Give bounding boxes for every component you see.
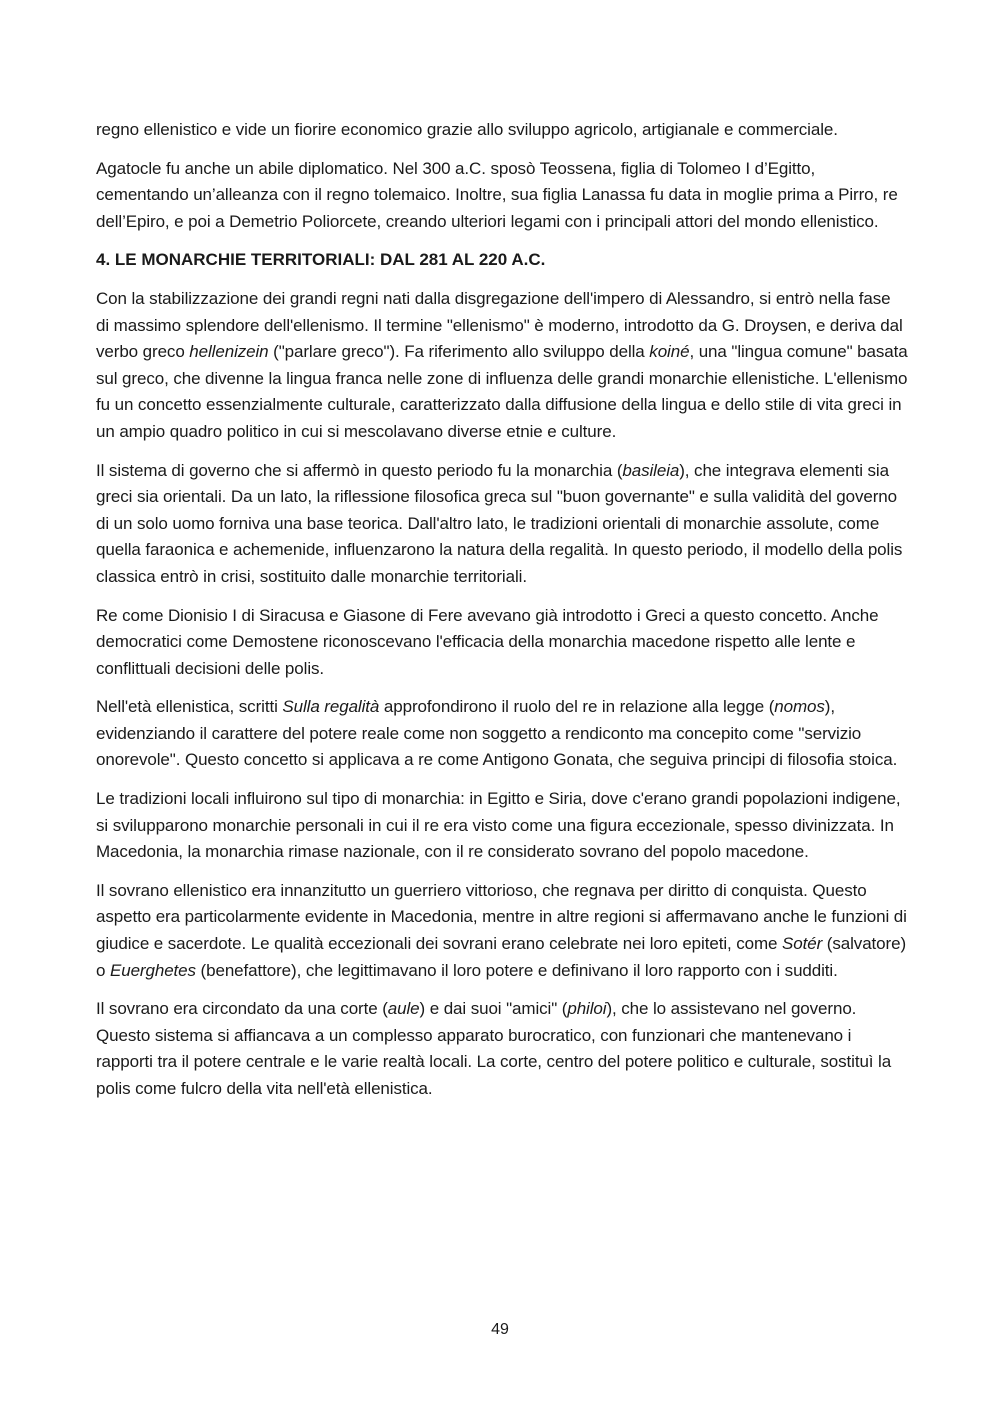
body-paragraph <box>96 286 908 446</box>
text-run: , una "lingua comune" basata sul greco, che divenne la lingua franca nelle zone di influenza delle grandi monarchie ellenistiche. L'ellenismo fu un concetto essenzialmente culturale, caratterizzato dalla diffusione della lingua e dello stile di vita greci in un ampio quadro politico in cui si mescolavano diverse etnie e culture. <box>96 342 908 441</box>
text-run: (benefattore), che legittimavano il loro potere e definivano il loro rapporto con i sudditi. <box>195 960 838 980</box>
text-run: Agatocle fu anche un abile diplomatico. Nel 300 a.C. sposò Teossena, figlia di Tolomeo I d’Egitto, cementando un’alleanza con il regno tolemaico. Inoltre, sua figlia Lanassa fu data in moglie prima a Pirro, re dell’Epiro, e poi a Demetrio Poliorcete, creando ulteriori legami con i principali attori del mondo ellenistico. <box>96 158 898 231</box>
text-run: Il sistema di governo che si affermò in questo periodo fu la monarchia ( <box>96 460 623 480</box>
text-run: ("parlare greco"). Fa riferimento allo sviluppo della <box>268 342 650 362</box>
text-run: Con la stabilizzazione dei grandi regni nati dalla disgregazione dell'impero di Alessandro, si entrò nella fase di massimo splendore dell'ellenismo. Il termine "ellenismo" è moderno, introdotto da G. Droysen, e deriva dal verbo greco <box>96 288 903 362</box>
text-run: Le tradizioni locali influirono sul tipo di monarchia: in Egitto e Siria, dove c'erano grandi popolazioni indigene, si svilupparono monarchie personali in cui il re era visto come una figura eccezionale, spesso divinizzata. In Macedonia, la monarchia rimase nazionale, con il re considerato sovrano del popolo macedone. <box>96 789 901 862</box>
text-run: Il sovrano ellenistico era innanzitutto un guerriero vittorioso, che regnava per diritto di conquista. Questo aspetto era particolarmente evidente in Macedonia, mentre in altre regioni si affermavano anche le funzioni di giudice e sacerdote. Le qualità eccezionali dei sovrani erano celebrate nei loro epiteti, come <box>96 880 907 954</box>
text-run: Re come Dionisio I di Siracusa e Giasone di Fere avevano già introdotto i Greci a questo concetto. Anche democratici come Demostene riconoscevano l'efficacia della monarchia macedone rispetto alle lente e conflittuali decisioni delle polis. <box>96 605 879 678</box>
text-run: Nell'età ellenistica, scritti <box>96 697 283 717</box>
text-run: (salvatore) o <box>96 934 907 980</box>
body-paragraph <box>96 117 908 144</box>
body-paragraph <box>96 786 908 866</box>
italic-term: Sulla regalità <box>282 697 380 717</box>
text-run: Il sovrano era circondato da una corte ( <box>96 999 388 1019</box>
body-paragraph <box>96 694 908 774</box>
document-page <box>96 117 908 1115</box>
italic-term: philoi <box>567 999 607 1019</box>
text-run: 4. LE MONARCHIE TERRITORIALI: DAL 281 AL 220 A.C. <box>96 250 546 270</box>
italic-term: koiné <box>649 342 690 362</box>
body-paragraph <box>96 996 908 1102</box>
text-run: approfondirono il ruolo del re in relazione alla legge ( <box>379 697 775 717</box>
body-paragraph <box>96 603 908 683</box>
italic-term: hellenizein <box>189 342 269 362</box>
body-paragraph <box>96 878 908 984</box>
text-run: ) e dai suoi "amici" ( <box>419 999 568 1019</box>
body-paragraph <box>96 156 908 236</box>
text-run: ), che integrava elementi sia greci sia orientali. Da un lato, la riflessione filosofica greca sul "buon governante" e sulla validità del governo di un solo uomo forniva una base teorica. Dall'altro lato, le tradizioni orientali di monarchie assolute, come quella faraonica e achemenide, influenzarono la natura della regalità. In questo periodo, il modello della polis classica entrò in crisi, sostituito dalle monarchie territoriali. <box>96 460 903 586</box>
text-run: ), che lo assistevano nel governo. Questo sistema si affiancava a un complesso apparato burocratico, con funzionari che mantenevano i rapporti tra il potere centrale e le varie realtà locali. La corte, centro del potere politico e culturale, sostituì la polis come fulcro della vita nell'età ellenistica. <box>96 999 892 1098</box>
italic-term: Euerghetes <box>109 960 196 980</box>
italic-term: aule <box>387 999 420 1019</box>
section-heading <box>96 247 908 274</box>
body-paragraph <box>96 458 908 591</box>
page-number: 49 <box>491 1321 509 1338</box>
italic-term: nomos <box>774 697 825 717</box>
text-run: ), evidenziando il carattere del potere reale come non soggetto a rendiconto ma concepito come "servizio onorevole". Questo concetto si applicava a re come Antigono Gonata, che seguiva principi di filosofia stoica. <box>96 697 898 770</box>
text-run: regno ellenistico e vide un fiorire economico grazie allo sviluppo agricolo, artigianale e commerciale. <box>96 120 838 139</box>
italic-term: basileia <box>622 460 680 480</box>
italic-term: Sotér <box>782 934 823 954</box>
